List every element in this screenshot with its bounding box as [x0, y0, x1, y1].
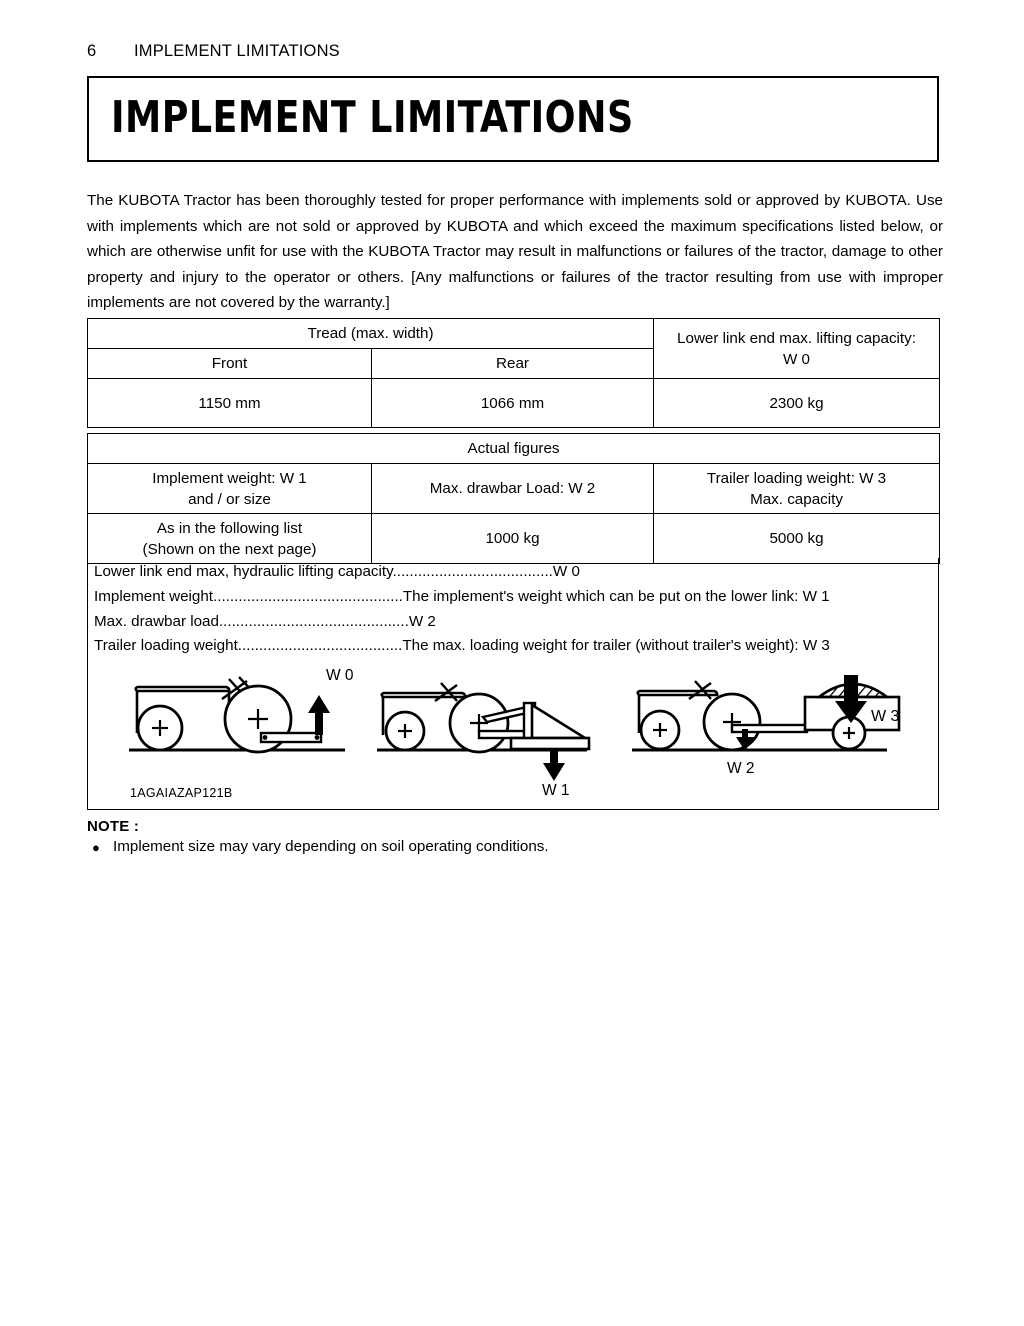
- tractor-diagram-svg: [87, 655, 939, 795]
- tread-rear-header: Rear: [372, 349, 654, 379]
- running-head: [87, 42, 340, 61]
- page-title: IMPLEMENT LIMITATIONS: [111, 92, 634, 143]
- legend-line-w0: Lower link end max, hydraulic lifting capacity......................................W 0: [94, 563, 580, 580]
- lifting-capacity-header-line1: Lower link end max. lifting capacity:: [677, 329, 916, 347]
- legend-definitions: [88, 560, 938, 659]
- intro-paragraph: The KUBOTA Tractor has been thoroughly tested for proper performance with implements sold or approved by KUBOTA. Use with implements which are not sold or approved by KUBOTA and which exceed the maximum specifications listed below, or which are otherwise unfit for use with the KUBOTA Tractor may result in malfunctions or failures of the tractor, damage to other property and injury to the operator or others. [Any malfunctions or failures of the tractor resulting from use with improper implements are not covered by the warranty.]: [87, 192, 943, 311]
- legend-line-w1: Implement weight.............................................The implement's weight which can be put on the lower link: W 1: [94, 587, 830, 605]
- note-bullet-icon: ●: [92, 840, 100, 855]
- implement-weight-header-line1: Implement weight: W 1: [152, 469, 307, 487]
- table-row: [88, 514, 940, 564]
- table-tread: [87, 318, 940, 428]
- tread-rear-value: 1066 mm: [372, 379, 654, 428]
- implement-weight-value-line2: (Shown on the next page): [142, 540, 317, 558]
- drawbar-load-header: Max. drawbar Load: W 2: [372, 464, 654, 514]
- diagram-label-w1: W 1: [542, 782, 570, 795]
- implement-weight-header: [88, 464, 372, 514]
- trailer-weight-value: 5000 kg: [654, 514, 940, 564]
- diagram-label-w0: W 0: [326, 667, 354, 684]
- legend-line-w2: Max. drawbar load.............................................W 2: [94, 612, 436, 630]
- table-row: [88, 379, 940, 428]
- tractor-diagrams: [87, 655, 939, 795]
- table-row: [88, 434, 940, 464]
- lifting-capacity-header: [654, 319, 940, 379]
- title-banner: [87, 76, 939, 162]
- implement-weight-value: [88, 514, 372, 564]
- table-row: [88, 464, 940, 514]
- tread-front-header: Front: [88, 349, 372, 379]
- diagram-label-w3: W 3: [871, 708, 900, 725]
- trailer-weight-header-line2: Max. capacity: [750, 490, 843, 508]
- trailer-weight-header: [654, 464, 940, 514]
- implement-weight-header-line2: and / or size: [188, 490, 271, 508]
- table-row: [88, 319, 940, 349]
- running-head-section: IMPLEMENT LIMITATIONS: [134, 42, 340, 60]
- lifting-capacity-value: 2300 kg: [654, 379, 940, 428]
- drawbar-load-value: 1000 kg: [372, 514, 654, 564]
- lifting-capacity-header-line2: W 0: [782, 350, 810, 368]
- note-title: NOTE :: [87, 818, 140, 835]
- table-actual-figures: [87, 433, 940, 564]
- actual-figures-header: Actual figures: [88, 434, 940, 464]
- tread-group-header: Tread (max. width): [88, 319, 654, 349]
- note-item-1: Implement size may vary depending on soil operating conditions.: [113, 838, 549, 855]
- diagram-w0: [129, 667, 354, 752]
- legend-line-w3: Trailer loading weight.......................................The max. loading weight for trailer (without trailer's weight): W 3: [94, 637, 830, 655]
- figure-code: 1AGAIAZAP121B: [130, 786, 233, 800]
- implement-weight-value-line1: As in the following list: [156, 519, 303, 537]
- trailer-weight-header-line1: Trailer loading weight: W 3: [706, 469, 887, 487]
- diagram-w2-w3: [632, 675, 900, 777]
- diagram-label-w2: W 2: [727, 760, 755, 777]
- diagram-w1: [377, 683, 589, 795]
- page-number: 6: [87, 42, 97, 60]
- tread-front-value: 1150 mm: [88, 379, 372, 428]
